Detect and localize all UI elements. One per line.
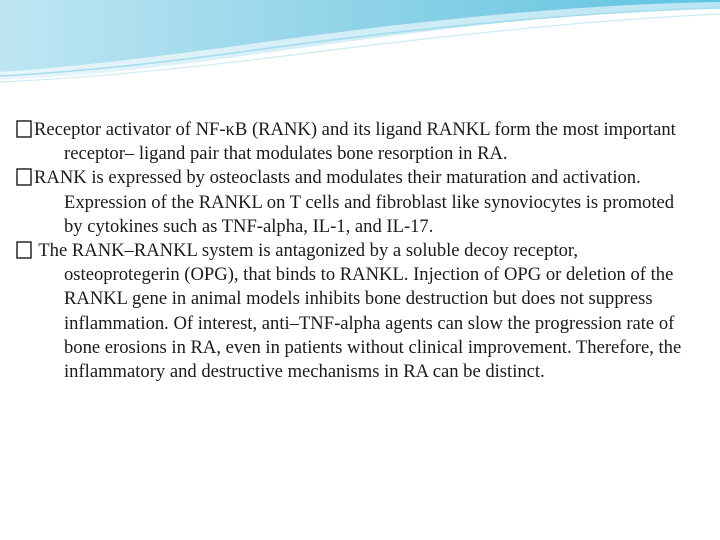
missing-glyph-box-icon [16, 241, 32, 259]
bullet-item-1 [16, 118, 696, 166]
bullet-item-3 [16, 239, 696, 384]
bullet-text-2: RANK is expressed by osteoclasts and modulates their maturation and activation. Expression of the RANKL on T cells and fibroblast like synoviocytes is promoted by cytokines such as TNF-alpha, IL-1, and IL-17. [34, 167, 675, 237]
header-wave-decoration [0, 0, 720, 110]
bullet-list [16, 118, 696, 384]
bullet-text-1: Receptor activator of NF-κB (RANK) and its ligand RANKL form the most important receptor– ligand pair that modulates bone resorption in RA. [34, 119, 676, 165]
missing-glyph-box-icon [16, 168, 32, 186]
bullet-item-2 [16, 166, 696, 239]
bullet-text-3: The RANK–RANKL system is antagonized by a soluble decoy receptor, osteoprotegerin (OPG), that binds to RANKL. Injection of OPG or deletion of the RANKL gene in animal models inhibits bone destruction but does not suppress inflammation. Of interest, anti–TNF-alpha agents can slow the progression rate of bone erosions in RA, even in patients without clinical improvement. Therefore, the inflammatory and destructive mechanisms in RA can be distinct. [34, 240, 682, 383]
missing-glyph-box-icon [16, 120, 32, 138]
